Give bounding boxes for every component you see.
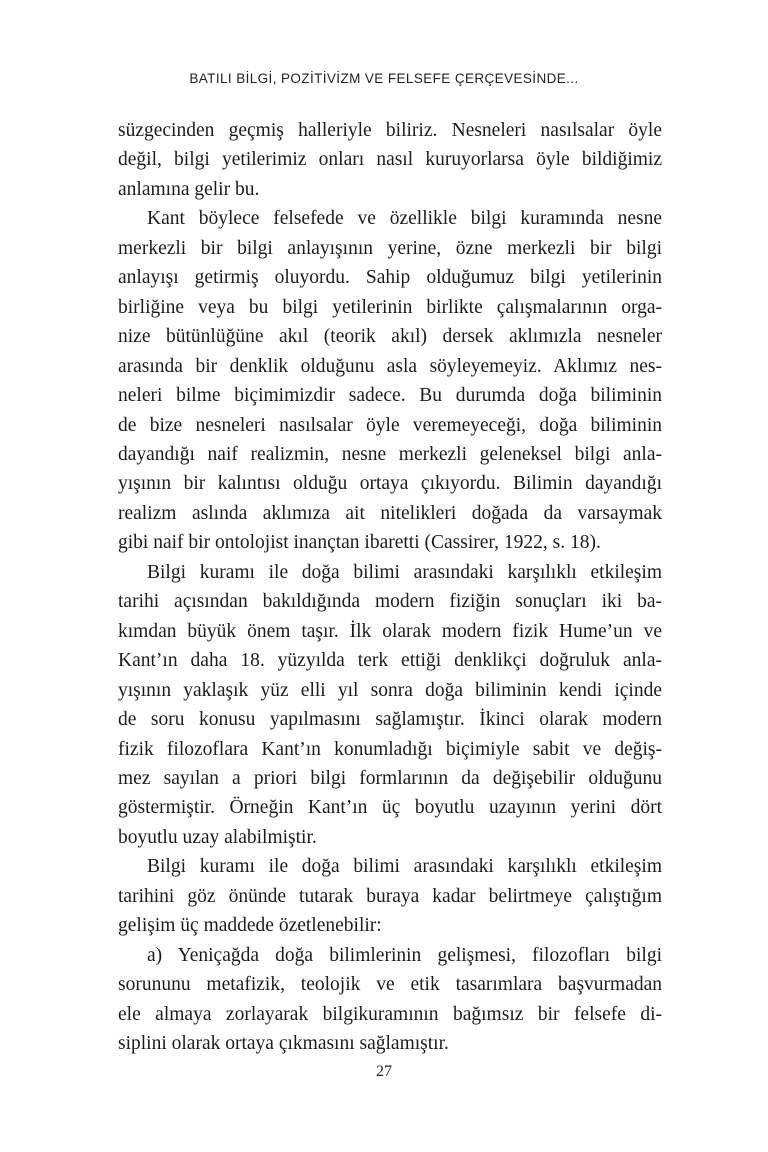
text-line: gibi naif bir ontolojist inançtan ibaretti (Cassirer, 1922, s. 18). [118, 532, 601, 554]
text-line: siplini olarak ortaya çıkmasını sağlamıştır. [118, 1033, 449, 1055]
running-head: BATILI BİLGİ, POZİTİVİZM VE FELSEFE ÇERÇEVESİNDE... [189, 71, 579, 86]
paragraph [118, 116, 662, 204]
text-line: ele almaya zorlayarak bilgikuramının bağımsız bir felsefe di- [118, 1003, 663, 1025]
text-line: anlamına gelir bu. [118, 178, 260, 200]
text-line: arasında bir denklik olduğunu asla söyleyemeyiz. Aklımız nes- [118, 355, 662, 377]
text-line: Bilgi kuramı ile doğa bilimi arasındaki karşılıklı etkileşim [147, 561, 662, 583]
paragraph [118, 941, 662, 1059]
text-line: yışının bir kalıntısı olduğu ortaya çıkıyordu. Bilimin dayandığı [118, 473, 662, 495]
paragraph [118, 204, 662, 557]
text-line: nize bütünlüğüne akıl (teorik akıl) dersek aklımızla nesneler [118, 326, 663, 348]
page-number: 27 [376, 1063, 392, 1080]
text-line: göstermiştir. Örneğin Kant’ın üç boyutlu uzayının yerini dört [118, 797, 662, 819]
text-line: Kant böylece felsefede ve özellikle bilgi kuramında nesne [147, 208, 662, 230]
text-line: tarihini göz önünde tutarak buraya kadar belirtmeye çalıştığım [118, 885, 662, 907]
body-text [118, 116, 662, 1059]
text-line: tarihi açısından bakıldığında modern fiziğin sonuçları iki ba- [118, 591, 662, 613]
paragraph [118, 558, 662, 853]
text-line: fizik filozoflara Kant’ın konumladığı biçimiyle sabit ve değiş- [118, 738, 662, 760]
text-line: süzgecinden geçmiş halleriyle biliriz. Nesneleri nasılsalar öyle [118, 120, 662, 141]
text-line: yışının yaklaşık yüz elli yıl sonra doğa biliminin kendi içinde [118, 679, 663, 701]
text-line: anlayışı getirmiş oluyordu. Sahip olduğumuz bilgi yetilerinin [118, 267, 662, 289]
text-line: kımdan büyük önem taşır. İlk olarak modern fizik Hume’un ve [118, 620, 662, 642]
text-line: merkezli bir bilgi anlayışının yerine, özne merkezli bir bilgi [118, 237, 662, 259]
text-line: neleri bilme biçimimizdir sadece. Bu durumda doğa biliminin [118, 385, 662, 407]
text-line: değil, bilgi yetilerimiz onları nasıl kuruyorlarsa öyle bildiğimiz [118, 149, 662, 171]
text-line: Bilgi kuramı ile doğa bilimi arasındaki karşılıklı etkileşim [147, 856, 662, 878]
text-line: de soru konusu yapılmasını sağlamıştır. İkinci olarak modern [118, 709, 662, 731]
text-line: mez sayılan a priori bilgi formlarının da değişebilir olduğunu [118, 767, 662, 789]
text-line: boyutlu uzay alabilmiştir. [118, 826, 317, 848]
text-line: birliğine veya bu bilgi yetilerinin birlikte çalışmalarının orga- [118, 296, 663, 318]
text-line: realizm aslında aklımıza ait nitelikleri doğada da varsaymak [118, 502, 662, 524]
text-line: Kant’ın daha 18. yüzyılda terk ettiği denklikçi doğruluk anla- [118, 650, 662, 672]
text-line: a) Yeniçağda doğa bilimlerinin gelişmesi, filozofları bilgi [147, 944, 662, 966]
text-line: gelişim üç maddede özetlenebilir: [118, 915, 382, 937]
text-line: de bize nesneleri nasılsalar öyle veremeyeceği, doğa biliminin [118, 414, 663, 436]
text-line: sorununu metafizik, teolojik ve etik tasarımlara başvurmadan [118, 974, 663, 996]
paragraph [118, 852, 662, 940]
text-line: dayandığı naif realizmin, nesne merkezli geleneksel bilgi anla- [118, 443, 663, 465]
